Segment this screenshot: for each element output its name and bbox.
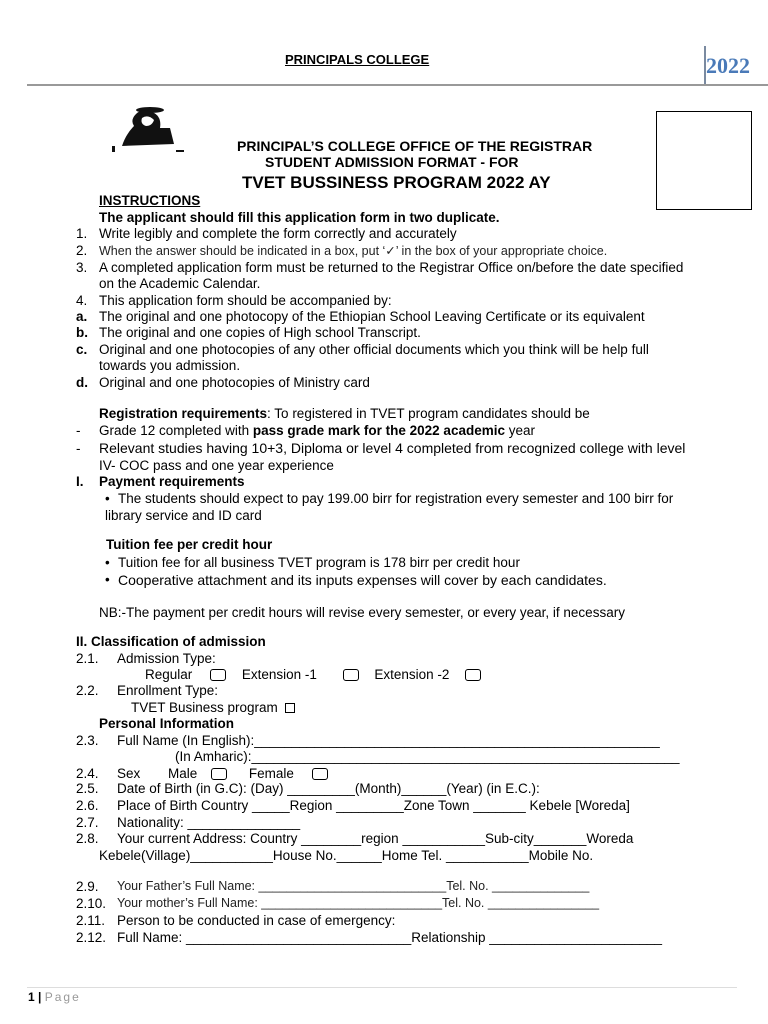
extension1-checkbox[interactable] bbox=[343, 669, 359, 681]
list-item-num: a. bbox=[76, 309, 88, 324]
page-number: 1 bbox=[28, 990, 35, 1004]
list-item: Write legibly and complete the form correctly and accurately bbox=[99, 226, 457, 241]
list-item-num: 2. bbox=[76, 243, 88, 258]
emergency-contact-label: Person to be conducted in case of emergency: bbox=[117, 913, 396, 928]
item-num: 2.2. bbox=[76, 683, 99, 698]
footer-rule bbox=[27, 987, 737, 988]
extension1-label: Extension -1 bbox=[241, 667, 317, 682]
regular-checkbox[interactable] bbox=[210, 669, 226, 681]
list-item-num: 4. bbox=[76, 293, 88, 308]
list-item: Original and one photocopies of Ministry card bbox=[99, 375, 370, 390]
item-num: 2.1. bbox=[76, 651, 99, 666]
tvet-program-label: TVET Business program bbox=[131, 700, 278, 715]
item-num: 2.3. bbox=[76, 733, 99, 748]
sex-row bbox=[117, 766, 328, 781]
nationality-field[interactable]: Nationality: _______________ bbox=[117, 815, 301, 830]
list-item: This application form should be accompanied by: bbox=[99, 293, 392, 308]
mother-name-field[interactable]: Your mother’s Full Name: __________________________Tel. No. ________________ bbox=[117, 896, 600, 910]
item-num: 2.8. bbox=[76, 831, 99, 846]
list-item: A completed application form must be returned to the Registrar Office on/before the date specified bbox=[99, 260, 684, 275]
req-bold: pass grade mark for the 2022 academic bbox=[252, 423, 505, 438]
item-num: 2.6. bbox=[76, 798, 99, 813]
photo-box bbox=[656, 111, 752, 210]
requirement-relevant-studies-cont: IV- COC pass and one year experience bbox=[99, 458, 334, 473]
father-name-field[interactable]: Your Father’s Full Name: ___________________________Tel. No. ______________ bbox=[117, 879, 590, 893]
bullet: • bbox=[105, 491, 110, 506]
list-item-num: 1. bbox=[76, 226, 88, 241]
list-dash: - bbox=[76, 441, 81, 456]
list-item-num: b. bbox=[76, 325, 88, 340]
female-label: Female bbox=[248, 766, 294, 781]
list-item: on the Academic Calendar. bbox=[99, 276, 261, 291]
college-logo bbox=[112, 104, 184, 154]
emergency-name-field[interactable]: Full Name: ______________________________Relationship _______________________ bbox=[117, 930, 662, 945]
list-item-num: c. bbox=[76, 342, 88, 357]
list-item: When the answer should be indicated in a box, put ‘✓’ in the box of your appropriate choice. bbox=[99, 244, 608, 258]
male-checkbox[interactable] bbox=[211, 768, 227, 780]
current-address-field[interactable]: Your current Address: Country ________region ___________Sub-city_______Woreda bbox=[117, 831, 634, 846]
registration-label: Registration requirements bbox=[99, 406, 268, 421]
sex-label: Sex bbox=[117, 766, 141, 781]
list-item: towards you admission. bbox=[99, 358, 241, 373]
extension2-label: Extension -2 bbox=[374, 667, 450, 682]
payment-heading: Payment requirements bbox=[99, 474, 245, 489]
enrollment-type-label: Enrollment Type: bbox=[117, 683, 219, 698]
place-of-birth-field[interactable]: Place of Birth Country _____Region _________Zone Town _______ Kebele [Woreda] bbox=[117, 798, 630, 813]
list-dash: - bbox=[76, 423, 81, 438]
personal-info-heading: Personal Information bbox=[99, 716, 235, 731]
tuition-fee: Tuition fee for all business TVET program is 178 birr per credit hour bbox=[118, 555, 520, 570]
item-num: 2.7. bbox=[76, 815, 99, 830]
cooperative-attachment: Cooperative attachment and its inputs expenses will cover by each candidates. bbox=[118, 572, 607, 588]
item-num: 2.4. bbox=[76, 766, 99, 781]
requirement-relevant-studies: Relevant studies having 10+3, Diploma or level 4 completed from recognized college with level bbox=[99, 440, 686, 456]
bullet: • bbox=[105, 572, 110, 587]
tvet-program-option bbox=[131, 700, 295, 715]
list-item: Original and one photocopies of any other official documents which you think will be help full bbox=[99, 342, 649, 357]
list-item-num: d. bbox=[76, 375, 88, 390]
item-num: 2.5. bbox=[76, 781, 99, 796]
page-footer bbox=[28, 990, 81, 1004]
item-num: 2.9. bbox=[76, 879, 99, 894]
regular-label: Regular bbox=[145, 667, 193, 682]
item-num: 2.10. bbox=[76, 896, 107, 911]
list-item: The original and one copies of High school Transcript. bbox=[99, 325, 421, 340]
registrar-title: PRINCIPAL’S COLLEGE OFFICE OF THE REGISTRAR bbox=[237, 138, 593, 154]
registration-text: : To registered in TVET program candidates should be bbox=[267, 406, 590, 421]
tuition-heading: Tuition fee per credit hour bbox=[106, 537, 273, 552]
full-name-english-field[interactable]: Full Name (In English):______________________________________________________ bbox=[117, 733, 660, 748]
header-year: 2022 bbox=[706, 53, 750, 78]
payment-registration-fee-cont: library service and ID card bbox=[105, 508, 262, 523]
requirement-grade12 bbox=[99, 423, 535, 438]
current-address-field-cont[interactable]: Kebele(Village)___________House No.______Home Tel. ___________Mobile No. bbox=[99, 848, 594, 863]
list-item: The original and one photocopy of the Ethiopian School Leaving Certificate or its equivalent bbox=[99, 309, 645, 324]
extension2-checkbox[interactable] bbox=[465, 669, 481, 681]
req-text: year bbox=[504, 423, 535, 438]
program-title: TVET BUSSINESS PROGRAM 2022 AY bbox=[242, 173, 551, 192]
classification-heading: II. Classification of admission bbox=[76, 634, 266, 649]
page-label: Page bbox=[44, 990, 81, 1004]
admission-type-options bbox=[145, 667, 481, 682]
instructions-intro: The applicant should fill this application form in two duplicate. bbox=[99, 210, 500, 225]
req-text: Grade 12 completed with bbox=[99, 423, 253, 438]
male-label: Male bbox=[168, 766, 198, 781]
registration-requirements bbox=[99, 406, 590, 421]
header-rule bbox=[27, 84, 768, 86]
full-name-amharic-field[interactable]: (In Amharic):_________________________________________________________ bbox=[175, 749, 680, 764]
item-num: 2.11. bbox=[76, 913, 106, 928]
tvet-program-checkbox[interactable] bbox=[285, 703, 295, 713]
footer-separator: | bbox=[38, 990, 42, 1004]
item-num: 2.12. bbox=[76, 930, 107, 945]
payment-num: I. bbox=[76, 474, 84, 489]
admission-type-label: Admission Type: bbox=[117, 651, 216, 666]
payment-note: NB:-The payment per credit hours will revise every semester, or every year, if necessary bbox=[99, 605, 625, 620]
bullet: • bbox=[105, 555, 110, 570]
header-college-name: PRINCIPALS COLLEGE bbox=[285, 52, 430, 67]
payment-registration-fee: The students should expect to pay 199.00 birr for registration every semester and 100 birr for bbox=[118, 491, 674, 506]
female-checkbox[interactable] bbox=[312, 768, 328, 780]
instructions-heading: INSTRUCTIONS bbox=[99, 193, 201, 208]
date-of-birth-field[interactable]: Date of Birth (in G.C): (Day) _________(Month)______(Year) (in E.C.): bbox=[117, 781, 540, 796]
admission-format-title: STUDENT ADMISSION FORMAT - FOR bbox=[265, 154, 519, 170]
list-item-num: 3. bbox=[76, 260, 88, 275]
